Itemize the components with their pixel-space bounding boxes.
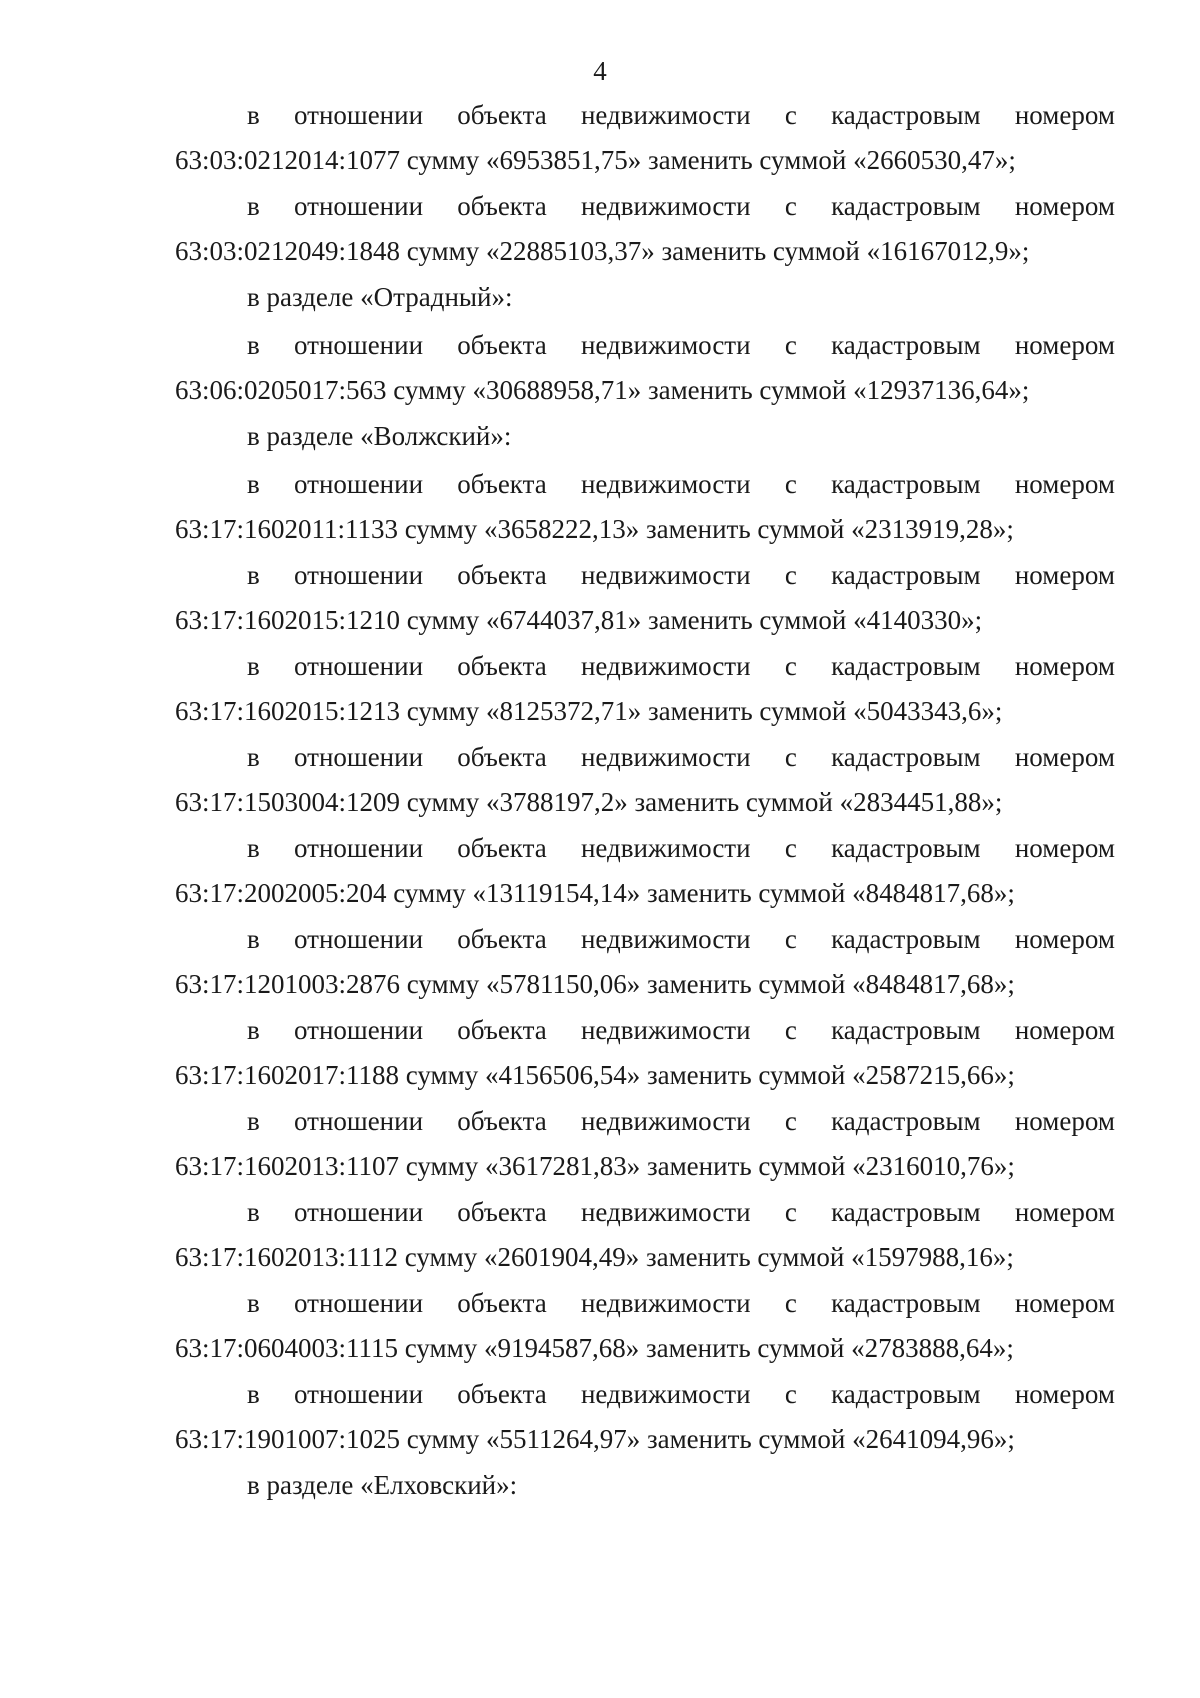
lead-word: номером (1014, 924, 1115, 954)
lead-word: отношении (294, 1288, 424, 1318)
lead-word: в (247, 1106, 260, 1136)
lead-word: номером (1014, 1015, 1115, 1045)
lead-word: в (247, 330, 260, 360)
lead-word: кадастровым (831, 1288, 981, 1318)
lead-word: номером (1014, 1288, 1115, 1318)
paragraph-lead-line (175, 924, 1115, 954)
lead-word: кадастровым (831, 191, 981, 221)
amendment-text: 63:17:1201003:2876 сумму «5781150,06» заменить суммой «8484817,68»; (175, 969, 1015, 999)
lead-word: отношении (294, 742, 424, 772)
lead-word: недвижимости (580, 330, 751, 360)
lead-word: недвижимости (580, 560, 751, 590)
lead-word: с (784, 469, 797, 499)
lead-word: кадастровым (831, 742, 981, 772)
amendment-paragraph (175, 1015, 1115, 1090)
lead-word: номером (1014, 742, 1115, 772)
lead-word: в (247, 1379, 260, 1409)
amendment-text: 63:17:1602015:1213 сумму «8125372,71» заменить суммой «5043343,6»; (175, 696, 1003, 726)
lead-word: номером (1014, 833, 1115, 863)
lead-word: кадастровым (831, 1106, 981, 1136)
lead-word: отношении (294, 1015, 424, 1045)
lead-word: объекта (457, 1197, 547, 1227)
lead-word: с (784, 924, 797, 954)
lead-word: в (247, 560, 260, 590)
lead-word: объекта (457, 191, 547, 221)
lead-word: объекта (457, 330, 547, 360)
lead-word: объекта (457, 469, 547, 499)
amendment-text: 63:03:0212049:1848 сумму «22885103,37» заменить суммой «16167012,9»; (175, 236, 1030, 266)
amendment-paragraph (175, 469, 1115, 544)
amendment-paragraph (175, 833, 1115, 908)
lead-word: в (247, 100, 260, 130)
lead-word: номером (1014, 1106, 1115, 1136)
lead-word: номером (1014, 1197, 1115, 1227)
amendment-text: 63:06:0205017:563 сумму «30688958,71» заменить суммой «12937136,64»; (175, 375, 1030, 405)
paragraph-lead-line (175, 833, 1115, 863)
lead-word: недвижимости (580, 1379, 751, 1409)
amendment-paragraph (175, 1106, 1115, 1181)
lead-word: с (784, 1288, 797, 1318)
lead-word: объекта (457, 1288, 547, 1318)
lead-word: с (784, 330, 797, 360)
paragraph-lead-line (175, 469, 1115, 499)
lead-word: с (784, 833, 797, 863)
lead-word: кадастровым (831, 469, 981, 499)
lead-word: объекта (457, 742, 547, 772)
lead-word: номером (1014, 100, 1115, 130)
document-body (175, 100, 1115, 1518)
lead-word: в (247, 469, 260, 499)
lead-word: отношении (294, 924, 424, 954)
lead-word: объекта (457, 833, 547, 863)
lead-word: недвижимости (580, 833, 751, 863)
lead-word: недвижимости (580, 651, 751, 681)
lead-word: объекта (457, 1106, 547, 1136)
lead-word: кадастровым (831, 100, 981, 130)
lead-word: объекта (457, 1379, 547, 1409)
lead-word: кадастровым (831, 833, 981, 863)
lead-word: объекта (457, 651, 547, 681)
lead-word: отношении (294, 100, 424, 130)
amendment-text: 63:17:1602015:1210 сумму «6744037,81» заменить суммой «4140330»; (175, 605, 983, 635)
lead-word: недвижимости (580, 924, 751, 954)
lead-word: отношении (294, 1197, 424, 1227)
lead-word: в (247, 191, 260, 221)
lead-word: номером (1014, 469, 1115, 499)
lead-word: объекта (457, 100, 547, 130)
amendment-text: 63:17:1901007:1025 сумму «5511264,97» заменить суммой «2641094,96»; (175, 1424, 1015, 1454)
amendment-paragraph (175, 100, 1115, 175)
lead-word: кадастровым (831, 1197, 981, 1227)
lead-word: кадастровым (831, 330, 981, 360)
amendment-text: 63:17:1503004:1209 сумму «3788197,2» заменить суммой «2834451,88»; (175, 787, 1003, 817)
amendment-paragraph (175, 1288, 1115, 1363)
lead-word: номером (1014, 651, 1115, 681)
paragraph-lead-line (175, 1197, 1115, 1227)
lead-word: отношении (294, 330, 424, 360)
lead-word: в (247, 833, 260, 863)
lead-word: кадастровым (831, 651, 981, 681)
paragraph-lead-line (175, 1379, 1115, 1409)
lead-word: объекта (457, 924, 547, 954)
lead-word: отношении (294, 651, 424, 681)
lead-word: в (247, 1197, 260, 1227)
lead-word: кадастровым (831, 560, 981, 590)
lead-word: объекта (457, 1015, 547, 1045)
lead-word: номером (1014, 191, 1115, 221)
lead-word: отношении (294, 1379, 424, 1409)
lead-word: с (784, 1015, 797, 1045)
lead-word: недвижимости (580, 742, 751, 772)
lead-word: с (784, 100, 797, 130)
lead-word: в (247, 1288, 260, 1318)
lead-word: отношении (294, 833, 424, 863)
lead-word: в (247, 651, 260, 681)
lead-word: отношении (294, 469, 424, 499)
lead-word: с (784, 191, 797, 221)
amendment-paragraph (175, 330, 1115, 405)
lead-word: с (784, 651, 797, 681)
amendment-text: 63:17:1602013:1107 сумму «3617281,83» заменить суммой «2316010,76»; (175, 1151, 1015, 1181)
paragraph-lead-line (175, 1015, 1115, 1045)
lead-word: недвижимости (580, 100, 751, 130)
section-heading: в разделе «Отрадный»: (247, 282, 513, 312)
amendment-paragraph (175, 742, 1115, 817)
paragraph-lead-line (175, 742, 1115, 772)
amendment-paragraph (175, 1197, 1115, 1272)
lead-word: номером (1014, 560, 1115, 590)
lead-word: недвижимости (580, 469, 751, 499)
amendment-paragraph (175, 924, 1115, 999)
amendment-paragraph (175, 191, 1115, 266)
amendment-text: 63:17:1602013:1112 сумму «2601904,49» заменить суммой «1597988,16»; (175, 1242, 1014, 1272)
paragraph-lead-line (175, 1288, 1115, 1318)
paragraph-lead-line (175, 1106, 1115, 1136)
amendment-paragraph (175, 560, 1115, 635)
lead-word: объекта (457, 560, 547, 590)
paragraph-lead-line (175, 330, 1115, 360)
lead-word: кадастровым (831, 1379, 981, 1409)
lead-word: номером (1014, 1379, 1115, 1409)
lead-word: недвижимости (580, 1288, 751, 1318)
amendment-text: 63:17:2002005:204 сумму «13119154,14» заменить суммой «8484817,68»; (175, 878, 1015, 908)
amendment-text: 63:17:1602017:1188 сумму «4156506,54» заменить суммой «2587215,66»; (175, 1060, 1015, 1090)
paragraph-lead-line (175, 100, 1115, 130)
lead-word: недвижимости (580, 1197, 751, 1227)
section-heading: в разделе «Волжский»: (247, 421, 512, 451)
amendment-text: 63:17:1602011:1133 сумму «3658222,13» заменить суммой «2313919,28»; (175, 514, 1014, 544)
lead-word: в (247, 1015, 260, 1045)
lead-word: отношении (294, 560, 424, 590)
amendment-paragraph (175, 1379, 1115, 1454)
lead-word: отношении (294, 1106, 424, 1136)
section-heading: в разделе «Елховский»: (247, 1470, 518, 1500)
lead-word: отношении (294, 191, 424, 221)
lead-word: с (784, 560, 797, 590)
paragraph-lead-line (175, 651, 1115, 681)
paragraph-lead-line (175, 560, 1115, 590)
lead-word: недвижимости (580, 191, 751, 221)
lead-word: с (784, 1197, 797, 1227)
lead-word: номером (1014, 330, 1115, 360)
lead-word: с (784, 742, 797, 772)
lead-word: с (784, 1106, 797, 1136)
amendment-text: 63:03:0212014:1077 сумму «6953851,75» заменить суммой «2660530,47»; (175, 145, 1016, 175)
lead-word: недвижимости (580, 1015, 751, 1045)
amendment-text: 63:17:0604003:1115 сумму «9194587,68» заменить суммой «2783888,64»; (175, 1333, 1014, 1363)
page-number: 4 (593, 56, 607, 86)
amendment-paragraph (175, 651, 1115, 726)
lead-word: в (247, 742, 260, 772)
lead-word: кадастровым (831, 924, 981, 954)
lead-word: с (784, 1379, 797, 1409)
lead-word: в (247, 924, 260, 954)
lead-word: недвижимости (580, 1106, 751, 1136)
lead-word: кадастровым (831, 1015, 981, 1045)
paragraph-lead-line (175, 191, 1115, 221)
